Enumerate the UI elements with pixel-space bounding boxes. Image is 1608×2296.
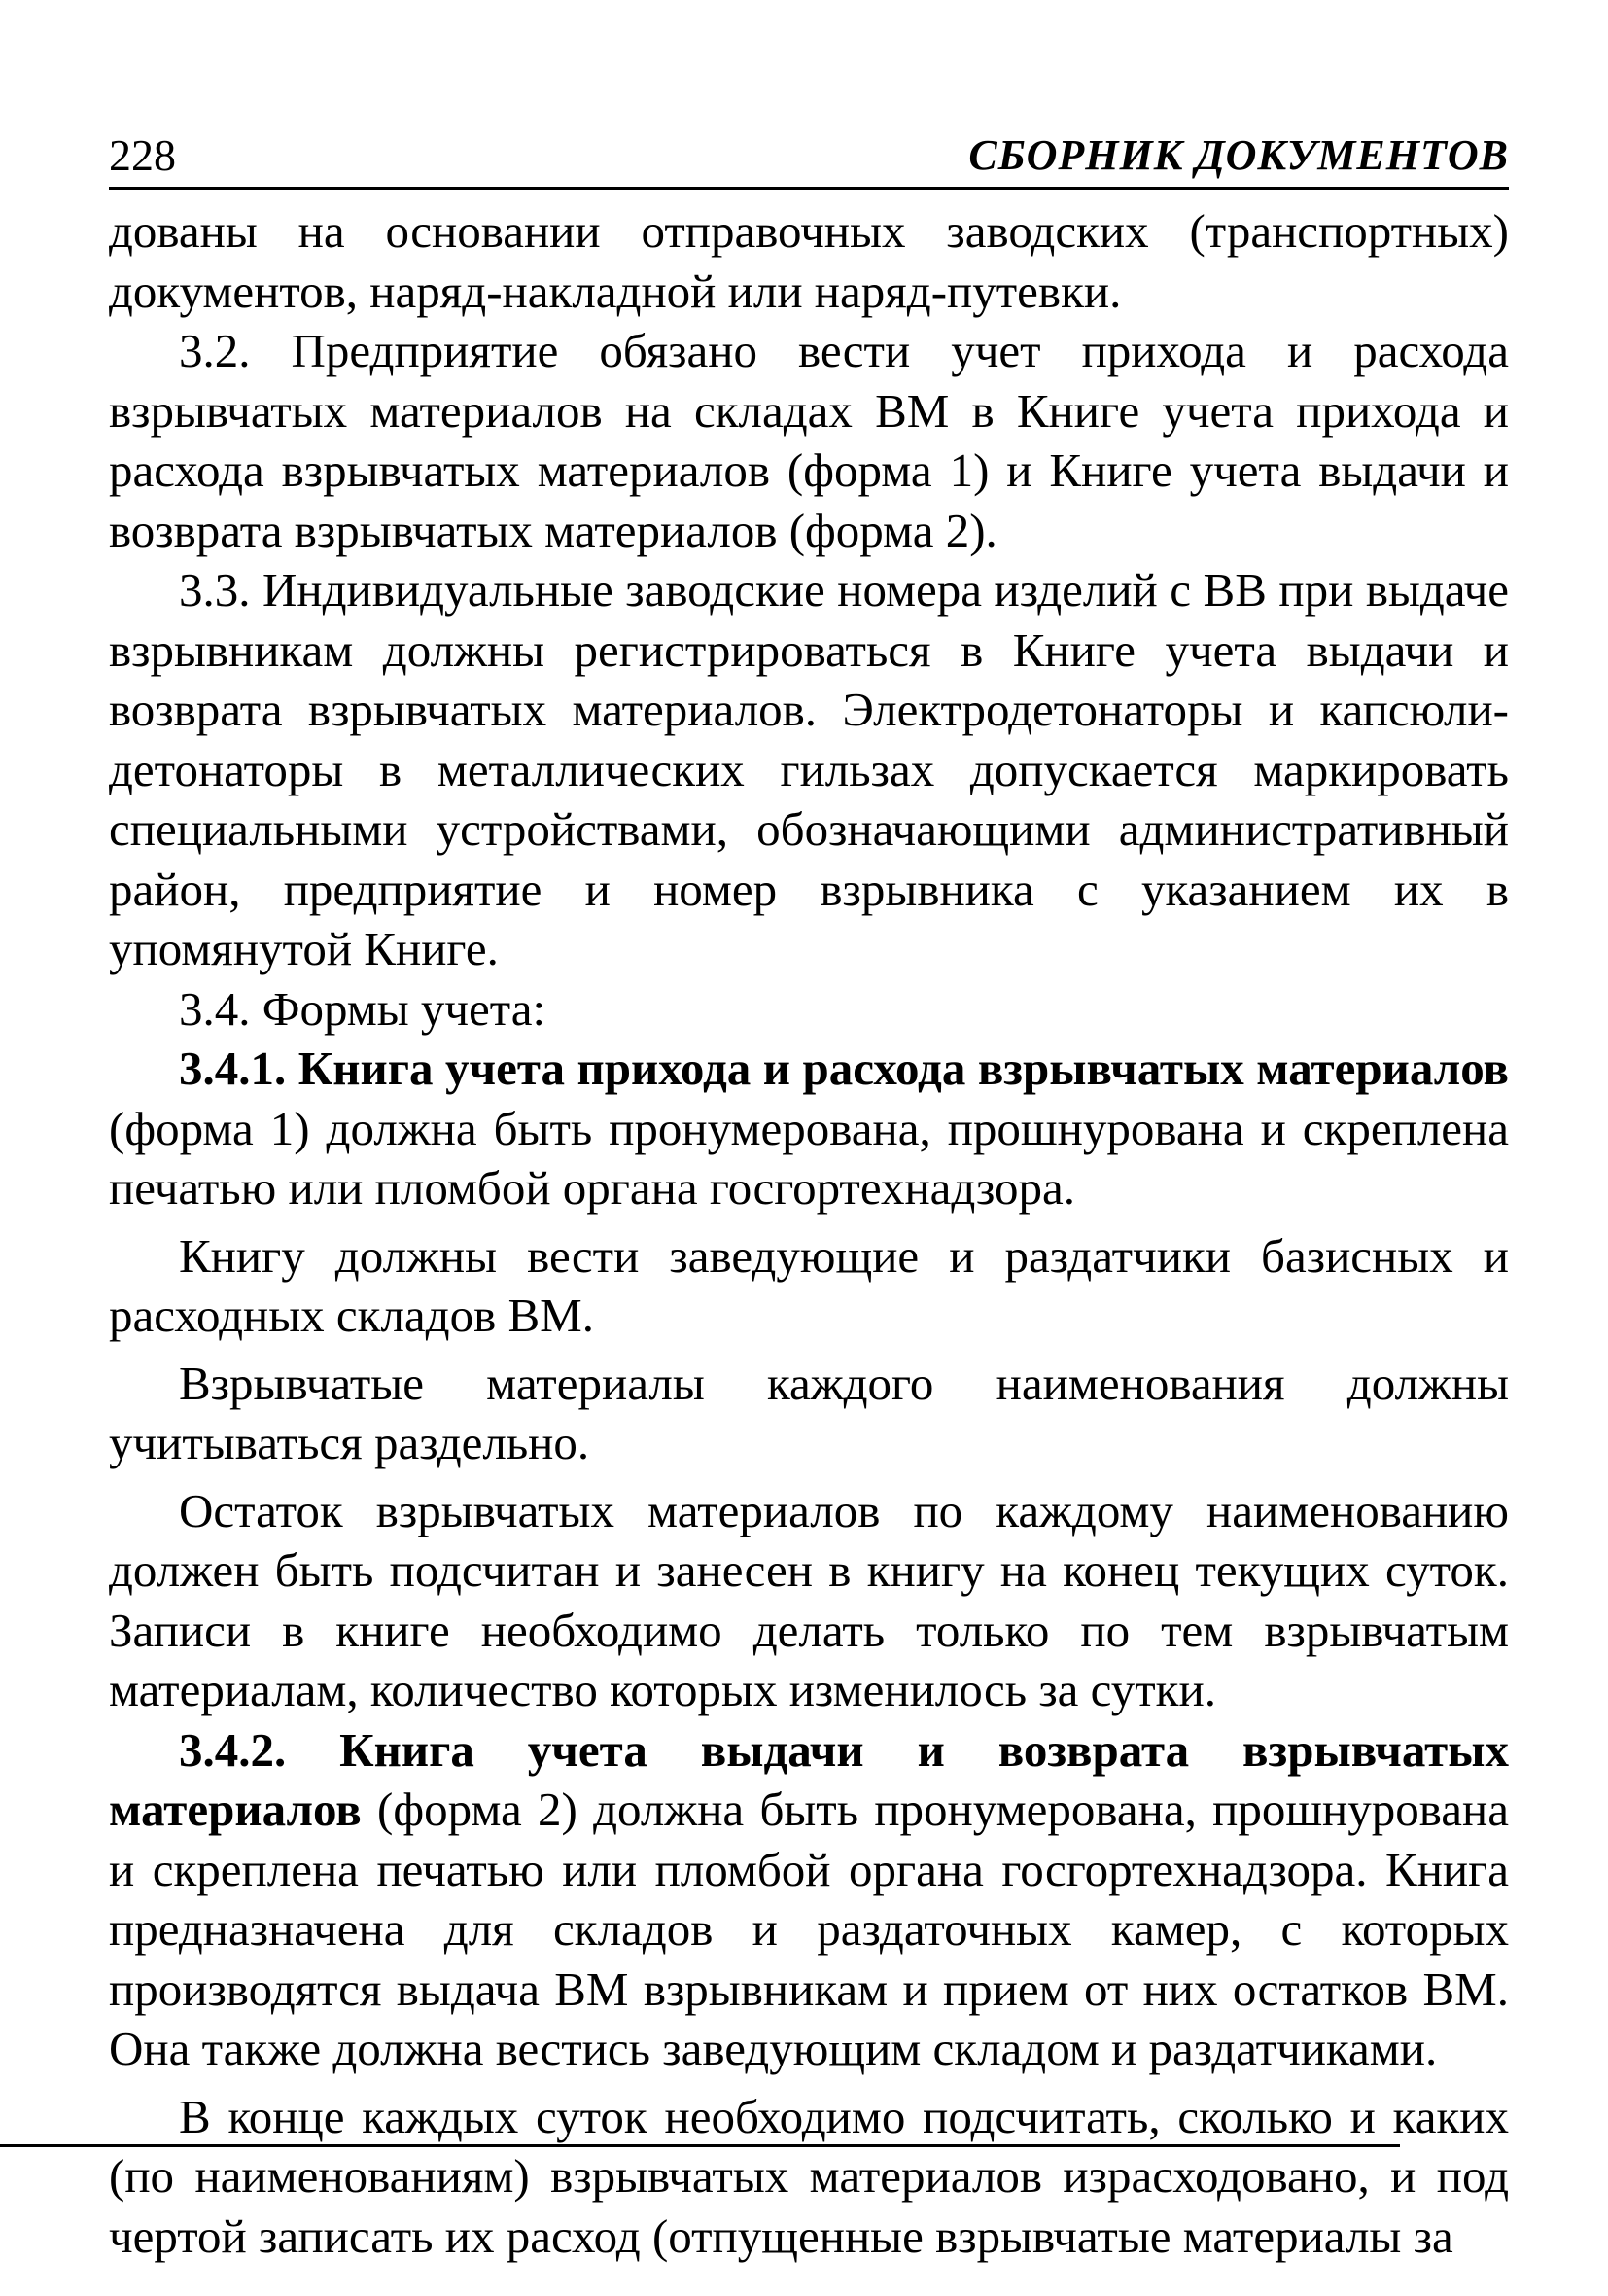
book-page	[109, 126, 1509, 2266]
running-title: СБОРНИК ДОКУМЕНТОВ	[968, 131, 1509, 179]
paragraph-3-4: 3.4. Формы учета:	[179, 981, 546, 1036]
paragraph-remainder: Остаток взрывчатых материалов по каждому наименованию должен быть подсчитан и занесен в книгу на конец текущих суток. Записи в книге необходимо делать только по тем взрывчатым материалам, количество которых изменилось за сутки.	[109, 1483, 1509, 1716]
section-heading-3-4-1: 3.4.1. Книга учета прихода и расхода взрывчатых материалов	[179, 1042, 1509, 1095]
paragraph-3-2: 3.2. Предприятие обязано вести учет прихода и расхода взрывчатых материалов на складах ВМ в Книге учета прихода и расхода взрывчатых материалов (форма 1) и Книге учета выдачи и возврата взрывчатых материалов (форма 2).	[109, 324, 1509, 557]
paragraph-3-4-2: 3.4.2. Книга учета выдачи и возврата взрывчатых материалов (форма 2) должна быть пронумерована, прошнурована и скреплена печатью или пломбой органа госгортехнадзора. Книга предназначена для складов и раздаточных камер, с которых производятся выдача ВМ взрывникам и прием от них остатков ВМ. Она также должна вестись заведующим складом и раздатчиками.	[109, 1722, 1509, 2075]
paragraph-continuation: дованы на основании отправочных заводских (транспортных) документов, наряд-накладной или наряд-путевки.	[109, 204, 1509, 318]
paragraph-end-of-day: В конце каждых суток необходимо подсчитать, сколько и каких (по наименованиям) взрывчатых материалов израсходовано, и под чертой записать их расход (отпущенные взрывчатые материалы за	[109, 2089, 1509, 2263]
body-text	[109, 201, 1509, 2266]
paragraph-3-3: 3.3. Индивидуальные заводские номера изделий с ВВ при выдаче взрывникам должны регистрироваться в Книге учета выдачи и возврата взрывчатых материалов. Электродетонаторы и капсюли-детонаторы в металлических гильзах допускается маркировать специальными устройствами, обозначающими административный район, предприятие и номер взрывника с указанием их в упомянутой Книге.	[109, 563, 1509, 975]
paragraph-book-keepers: Книгу должны вести заведующие и раздатчики базисных и расходных складов ВМ.	[109, 1228, 1509, 1342]
footer-rule	[0, 2144, 1400, 2147]
paragraph-3-4-1: 3.4.1. Книга учета прихода и расхода взрывчатых материалов (форма 1) должна быть пронумерована, прошнурована и скреплена печатью или пломбой органа госгортехнадзора.	[109, 1042, 1509, 1215]
paragraph-separate-accounting: Взрывчатые материалы каждого наименования должны учитываться раздельно.	[109, 1356, 1509, 1469]
page-header	[109, 126, 1509, 190]
page-number: 228	[109, 130, 176, 180]
section-heading-3-4-2: 3.4.2. Книга учета выдачи и возврата взрывчатых материалов	[109, 1722, 1509, 1836]
